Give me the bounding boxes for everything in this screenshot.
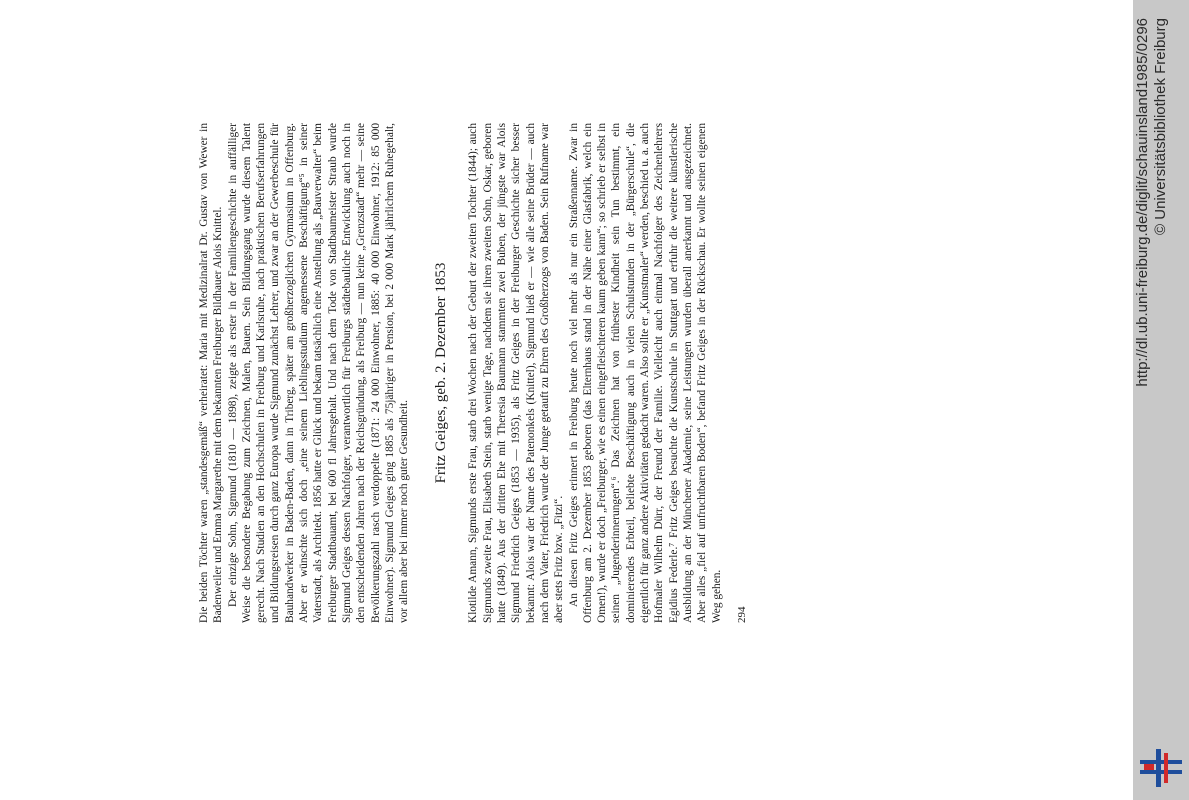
copyright-notice: © Universitätsbibliothek Freiburg [1152, 18, 1169, 235]
scanned-page [197, 123, 748, 623]
paragraph: Die beiden Töchter waren „standesgemäß“ verheiratet: Maria mit Medizinalrat Dr. Gustav von Wewer in Badenweiler und Emma Margarethe mit dem bekannten Freiburger Bildhauer Alois Knittel. [198, 123, 225, 623]
source-url-link[interactable]: http://dl.ub.uni-freiburg.de/diglit/schauinsland1985/0296 [1134, 18, 1151, 387]
page-number: 294 [735, 606, 748, 623]
sidebar-text [1130, 10, 1186, 790]
paragraph: An diesen Fritz Geiges erinnert in Freiburg heute noch viel mehr als nur ein Straßenname. Zwar in Offenburg am 2. Dezember 1853 geboren (das Elternhaus stand in der Nähe einer Glasfabrik, welch ein Omen!), wurde er doch „Freiburger, wie es einen eingefleischteren kaum geben kann“; so schrieb er selbst in seinen „Jugenderinnerungen“.⁶ Das Zeichnen hat von frühester Kindheit sein Tun bestimmt, ein dominierendes Erbteil, beliebte Beschäftigung auch in vielen Schulstunden in der „Bürgerschule“, die eigentlich für ganz andere Aktivitäten gedacht waren. Also sollte er „Kunstmaler“ werden, beschied u. a. auch Hofmaler Wilhelm Dürr, der Freund der Familie. Vielleicht auch einmal Nachfolger des Zeichenlehrers Egidius Federle.⁷ Fritz Geiges besuchte die Kunstschule in Stuttgart und erfuhr die weitere künstlerische Ausbildung an der Münchener Akademie, seine Leistungen wurden überall anerkannt und ausgezeichnet. Aber alles „fiel auf unfruchtbaren Boden“, befand Fritz Geiges in der Rückschau. Er wollte seinen eigenen Weg gehen. [567, 123, 723, 623]
paragraph: Der einzige Sohn, Sigmund (1810 — 1898), zeigte als erster in der Familiengeschichte in auffälliger Weise die besondere Begabung zum Zeichnen, Malen, Bauen. Sein Bildungsgang wurde diesem Talent gerecht. Nach Studien an den Hochschulen in Freiburg und Karlsruhe, nach praktischen Berufserfahrungen und Bildungsreisen durch ganz Europa wurde Sigmund zunächst Lehrer, und zwar an der Gewerbeschule für Bauhandwerker in Baden-Baden, dann in Triberg, später am großherzoglichen Gymnasium in Offenburg. Aber er wünschte sich doch „eine seinem Lieblingsstudium angemessene Beschäftigung“⁵ in seiner Vaterstadt, als Architekt. 1856 hatte er Glück und bekam tatsächlich eine Anstellung als „Bauverwalter“ beim Freiburger Stadtbauamt, bei 600 fl Jahresgehalt. Und nach dem Tode von Stadtbaumeister Straub wurde Sigmund Geiges dessen Nachfolger, verantwortlich für Freiburgs städtebauliche Entwicklung auch noch in den entscheidenden Jahren nach der Reichsgründung, als Freiburg — nun keine „Grenzstadt“ mehr — seine Bevölkerungszahl rasch verdoppelte (1871: 24 000 Einwohner, 1885: 40 000 Einwohner, 1912: 85 000 Einwohner). Sigmund Geiges ging 1885 als 75jähriger in Pension, bei 2 000 Mark jährlichem Ruhegehalt, vor allem aber bei immer noch guter Gesundheit. [226, 123, 411, 623]
ub-freiburg-logo-icon [1140, 747, 1182, 789]
paragraph: Klotilde Amann, Sigmunds erste Frau, starb drei Wochen nach der Geburt der zweiten Tochter (1844); auch Sigmunds zweite Frau, Elisabeth Stein, starb wenige Tage, nachdem sie ihren zweiten Sohn, Oskar, geboren hatte (1849). Aus der dritten Ehe mit Theresia Baumann stammten zwei Buben, der jüngste war Alois Sigmund Friedrich Geiges (1853 — 1935), als Fritz Geiges in der Freiburger Geschichte sicher besser bekannt: Alois war der Name des Patenonkels (Knittel), Sigmund hieß er — wie alle seine Brüder — auch nach dem Vater, Friedrich wurde der Junge getauft zu Ehren des Großherzogs von Baden. Sein Rufname war aber stets Fritz bzw. „Fitzi“. [467, 123, 566, 623]
section-heading: Fritz Geiges, geb. 2. Dezember 1853 [433, 262, 450, 484]
